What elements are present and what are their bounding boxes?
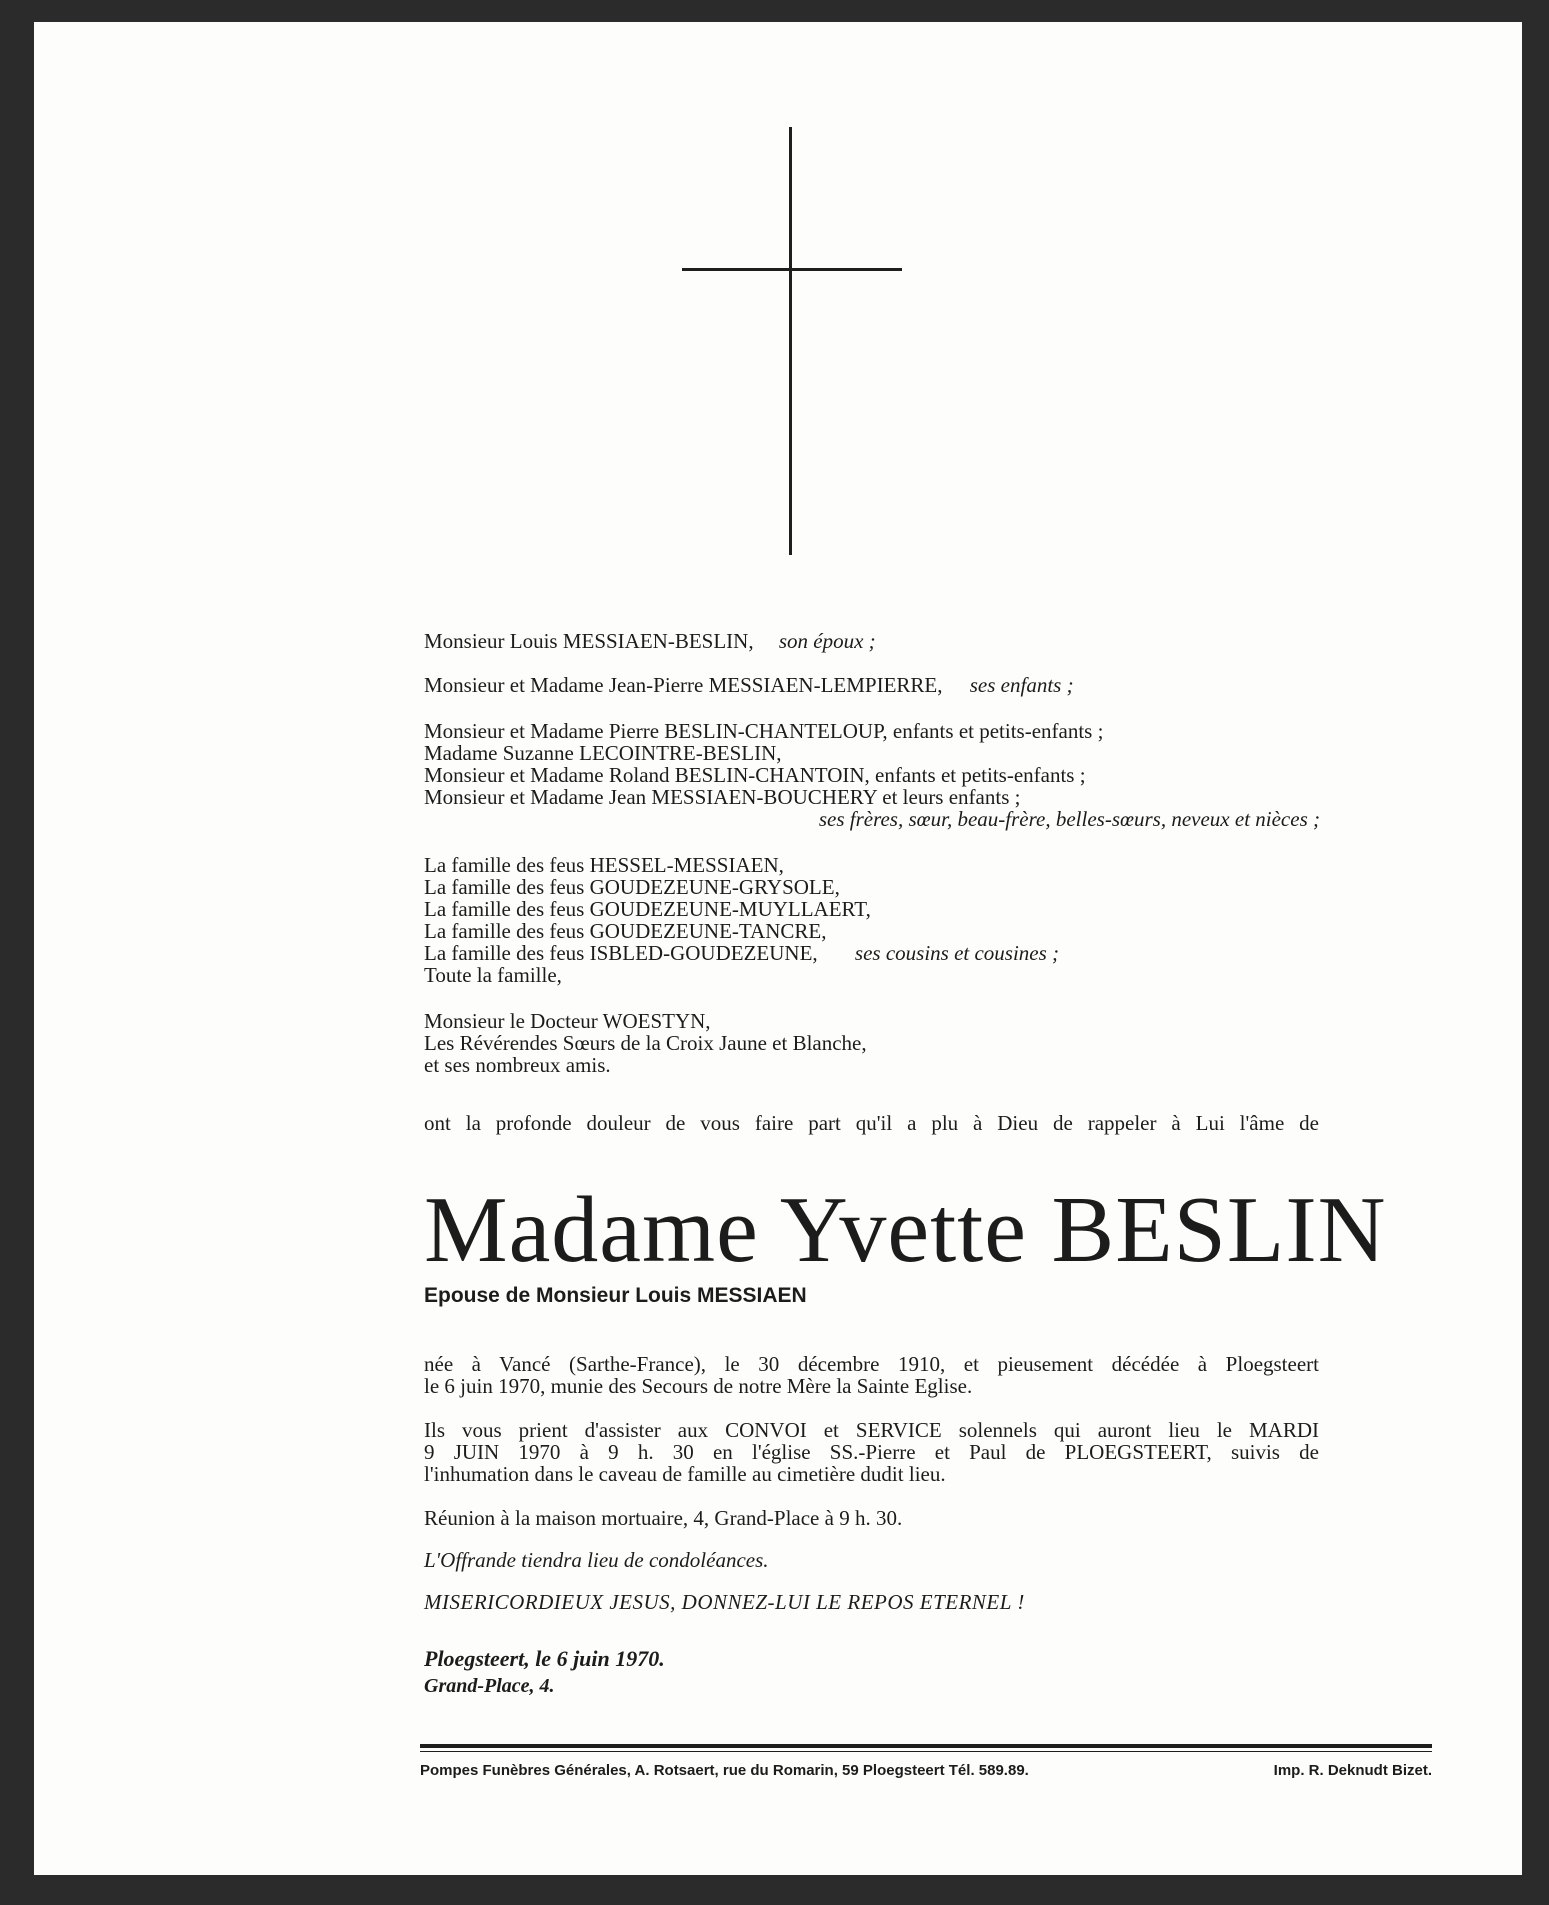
cross-icon (789, 127, 792, 555)
other-line: et ses nombreux amis. (424, 1053, 611, 1077)
obituary-card (34, 22, 1522, 1875)
other-line: Les Révérendes Sœurs de la Croix Jaune et Blanche, (424, 1031, 867, 1055)
children-relation: ses enfants ; (969, 673, 1074, 697)
deceased-subtitle: Epouse de Monsieur Louis MESSIAEN (424, 1284, 807, 1307)
cousin-line: La famille des feus HESSEL-MESSIAEN, (424, 853, 784, 877)
deceased-name: Madame Yvette BESLIN (424, 1178, 1387, 1282)
birth-line: née à Vancé (Sarthe-France), le 30 décembre 1910, et pieusement décédée à Ploegsteert (424, 1352, 1319, 1376)
cousins-relation: ses cousins et cousines ; (854, 941, 1060, 965)
siblings-relation: ses frères, sœur, beau-frère, belles-sœurs, neveux et nièces ; (818, 807, 1320, 831)
spouse-line (424, 629, 876, 653)
sibling-line: Madame Suzanne LECOINTRE-BESLIN, (424, 741, 782, 765)
children-name: Monsieur et Madame Jean-Pierre MESSIAEN-LEMPIERRE, (424, 673, 943, 697)
other-line: Monsieur le Docteur WOESTYN, (424, 1009, 711, 1033)
cousin-line: La famille des feus ISBLED-GOUDEZEUNE, (424, 941, 818, 965)
cousin-line: La famille des feus GOUDEZEUNE-TANCRE, (424, 919, 827, 943)
spouse-relation: son époux ; (778, 629, 876, 653)
meeting-line: Réunion à la maison mortuaire, 4, Grand-Place à 9 h. 30. (424, 1506, 903, 1530)
prayer-line: MISERICORDIEUX JESUS, DONNEZ-LUI LE REPOS ETERNEL ! (424, 1590, 1025, 1614)
service-line: Ils vous prient d'assister aux CONVOI et SERVICE solennels qui auront lieu le MARDI (424, 1418, 1319, 1442)
birth-line: le 6 juin 1970, munie des Secours de notre Mère la Sainte Eglise. (424, 1374, 973, 1398)
spouse-name: Monsieur Louis MESSIAEN-BESLIN, (424, 629, 754, 653)
footer-rule (420, 1744, 1432, 1748)
cross-icon-bar (682, 268, 902, 271)
footer-rule-thin (420, 1751, 1432, 1752)
place-date: Ploegsteert, le 6 juin 1970. (424, 1646, 665, 1671)
cousin-line-last (424, 941, 1059, 965)
announcement: ont la profonde douleur de vous faire part qu'il a plu à Dieu de rappeler à Lui l'âme de (424, 1111, 1319, 1135)
footer (420, 1762, 1432, 1780)
whole-family: Toute la famille, (424, 963, 562, 987)
service-line: l'inhumation dans le caveau de famille au cimetière dudit lieu. (424, 1462, 946, 1486)
printer-info: Imp. R. Deknudt Bizet. (1273, 1762, 1432, 1779)
cousin-line: La famille des feus GOUDEZEUNE-MUYLLAERT, (424, 897, 871, 921)
sibling-line: Monsieur et Madame Roland BESLIN-CHANTOIN, enfants et petits-enfants ; (424, 763, 1086, 787)
address: Grand-Place, 4. (424, 1675, 555, 1697)
service-line: 9 JUIN 1970 à 9 h. 30 en l'église SS.-Pierre et Paul de PLOEGSTEERT, suivis de (424, 1440, 1319, 1464)
sibling-line: Monsieur et Madame Pierre BESLIN-CHANTELOUP, enfants et petits-enfants ; (424, 719, 1104, 743)
offering-line: L'Offrande tiendra lieu de condoléances. (424, 1548, 769, 1572)
sibling-line: Monsieur et Madame Jean MESSIAEN-BOUCHERY et leurs enfants ; (424, 785, 1021, 809)
cousin-line: La famille des feus GOUDEZEUNE-GRYSOLE, (424, 875, 840, 899)
children-line (424, 673, 1074, 697)
undertaker-info: Pompes Funèbres Générales, A. Rotsaert, rue du Romarin, 59 Ploegsteert Tél. 589.89. (420, 1762, 1029, 1779)
